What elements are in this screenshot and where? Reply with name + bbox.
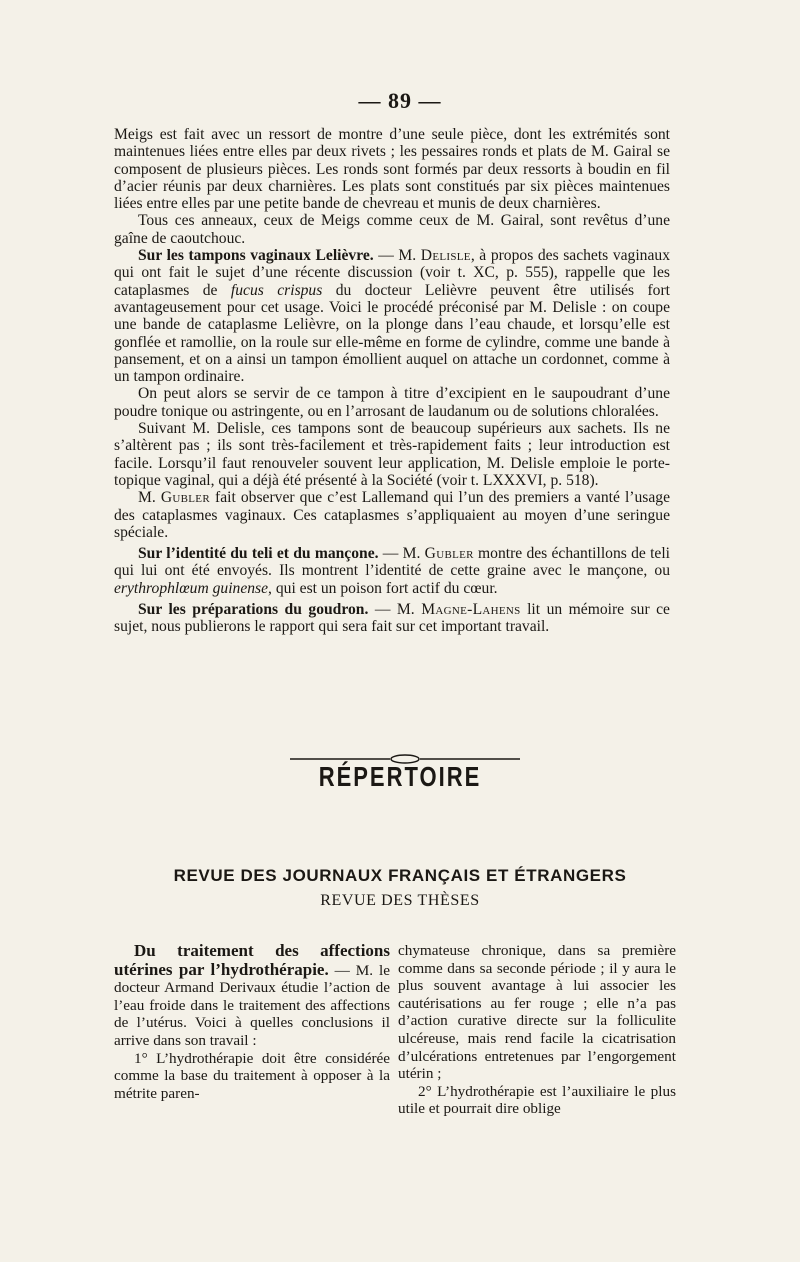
right-column-conclusion-2: 2° L’hydrothérapie est l’auxiliaire le plus utile et pourrait dire oblige	[398, 1082, 676, 1118]
section-heading: REVUE DES JOURNAUX FRANÇAIS ET ÉTRANGERS	[173, 866, 627, 885]
paragraph-tampons: Sur les tampons vaginaux Lelièvre. — M. Delisle, à propos des sachets vaginaux qui ont fait le sujet d’une récente discussion (voir t. XC, p. 555), rappelle que les cataplasmes de fucus crispus du docteur Lelièvre peuvent être utilisés fort avantageusement pour cet usage. Voici le procédé préconisé par M. Delisle : on coupe une bande de cataplasme Lelièvre, on la plonge dans l’eau chaude, et lorsqu’elle est gonflée et ramollie, on la roule sur elle-même en forme de cylindre, comme une bande à pansement, et on a ainsi un tampon émollient auquel on attache un cordonnet, comme à un tampon ordinaire.	[114, 247, 671, 386]
paragraph-tampons-superieurs: Suivant M. Delisle, ces tampons sont de beaucoup supérieurs aux sachets. Ils ne s’altèrent pas ; ils sont très-facilement et très-rapidement faits ; leur introduction est facile. Lorsqu’il faut renouveler souvent leur application, M. Delisle emploie le porte-topique vaginal, qui a déjà été présenté à la Société (voir t. LXXXVI, p. 518).	[114, 420, 670, 489]
right-column-paragraph: chymateuse chronique, dans sa première comme dans sa seconde période ; il y aura le plus souvent avantage à lui associer les cautérisations au fer rouge ; elle n’a pas d’action curative directe sur la folliculite ulcéreuse, mais rend facile la cicatrisation d’ulcérations entretenues par l’engorgement utérin ;	[398, 942, 676, 1083]
main-text	[114, 126, 670, 636]
paragraph-goudron: Sur les préparations du goudron. — M. Magne-Lahens lit un mémoire sur ce sujet, nous publierons le rapport qui sera fait sur cet important travail.	[114, 601, 670, 636]
article-title-hydrotherapie: Du traitement des affections utérines par l’hydrothérapie.	[114, 941, 390, 979]
subsection-heading: REVUE DES THÈSES	[320, 892, 480, 909]
author-magne-lahens: Magne-Lahens	[421, 601, 521, 619]
paragraph-teli: Sur l’identité du teli et du mançone. — M. Gubler montre des échantillons de teli qui lui ont été envoyés. Ils montrent l’identité de cette graine avec le mançone, ou erythrophlœum guinense, qui est un poison fort actif du cœur.	[114, 545, 670, 597]
heading-goudron: Sur les préparations du goudron.	[138, 601, 369, 619]
author-gubler: Gubler	[160, 489, 210, 507]
heading-teli: Sur l’identité du teli et du mançone.	[138, 545, 379, 563]
author-delisle: Delisle	[420, 247, 471, 265]
left-column	[114, 942, 390, 1102]
left-column-conclusion-1: 1° L’hydrothérapie doit être considérée comme la base du traitement à opposer à la métrite paren-	[114, 1049, 390, 1102]
column-gutter	[394, 946, 395, 1116]
page-number: — 89 —	[358, 88, 442, 113]
paragraph-gubler-lallemand: M. Gubler fait observer que c’est Lallemand qui l’un des premiers a vanté l’usage des cataplasmes vaginaux. Ces cataplasmes s’appliquaient au moyen d’une seringue spéciale.	[114, 489, 670, 541]
paragraph-tampon-excipient: On peut alors se servir de ce tampon à titre d’excipient en le saupoudrant d’une poudre tonique ou astringente, ou en l’arrosant de laudanum ou de solutions chloralées.	[114, 385, 670, 420]
left-column-paragraph: Du traitement des affections utérines par l’hydrothérapie. — M. le docteur Armand Derivaux étudie l’action de l’eau froide dans le traitement des affections de l’utérus. Voici à quelles conclusions il arrive dans son travail :	[114, 941, 390, 1049]
author-gubler-teli: Gubler	[424, 545, 474, 563]
repertoire-heading: RÉPERTOIRE	[318, 760, 482, 792]
paragraph-pessaires: Meigs est fait avec un ressort de montre d’une seule pièce, dont les extrémités sont maintenues liées entre elles par deux rivets ; les pessaires ronds et plats de M. Gairal se composent de plusieurs pièces. Les ronds sont formés par deux ressorts à boudin en fil d’acier réunis par deux charnières. Les plats sont constitués par six pièces maintenues liées entre elles par une petite bande de chevreau et munis de deux charnières.	[114, 126, 670, 213]
right-column	[398, 942, 676, 1118]
heading-tampons: Sur les tampons vaginaux Lelièvre.	[138, 247, 374, 265]
paragraph-anneaux: Tous ces anneaux, ceux de Meigs comme ceux de M. Gairal, sont revêtus d’une gaîne de caoutchouc.	[114, 212, 670, 247]
